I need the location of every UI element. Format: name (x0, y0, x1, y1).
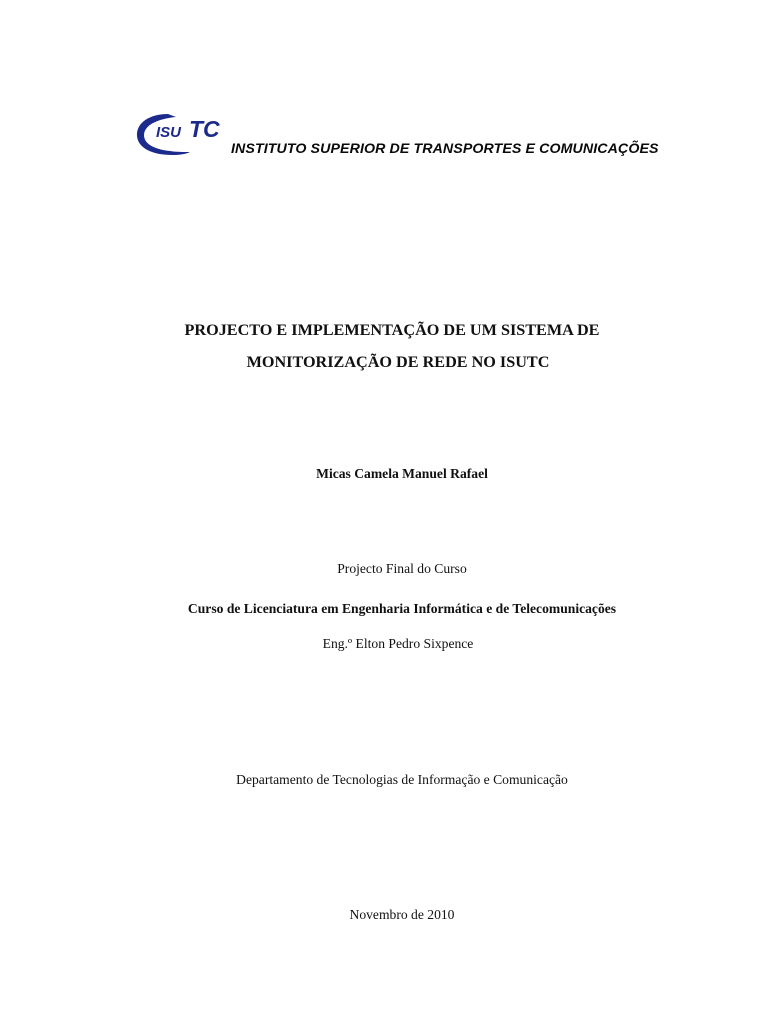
thesis-title-line-2: MONITORIZAÇÃO DE REDE NO ISUTC (246, 353, 550, 371)
project-type: Projecto Final do Curso (337, 561, 467, 576)
author-name: Micas Camela Manuel Rafael (316, 466, 488, 481)
supervisor-name: Eng.º Elton Pedro Sixpence (322, 636, 474, 651)
course-name: Curso de Licenciatura em Engenharia Informática e de Telecomunicações (187, 601, 617, 616)
svg-text:TC: TC (189, 116, 220, 142)
submission-date: Novembro de 2010 (349, 907, 455, 922)
institute-name: INSTITUTO SUPERIOR DE TRANSPORTES E COMUNICAÇÕES (231, 141, 659, 157)
svg-text:ISU: ISU (156, 124, 182, 141)
thesis-title-line-1: PROJECTO E IMPLEMENTAÇÃO DE UM SISTEMA DE (184, 321, 600, 339)
isutc-logo (134, 108, 234, 160)
department-name: Departamento de Tecnologias de Informação e Comunicação (236, 772, 568, 787)
